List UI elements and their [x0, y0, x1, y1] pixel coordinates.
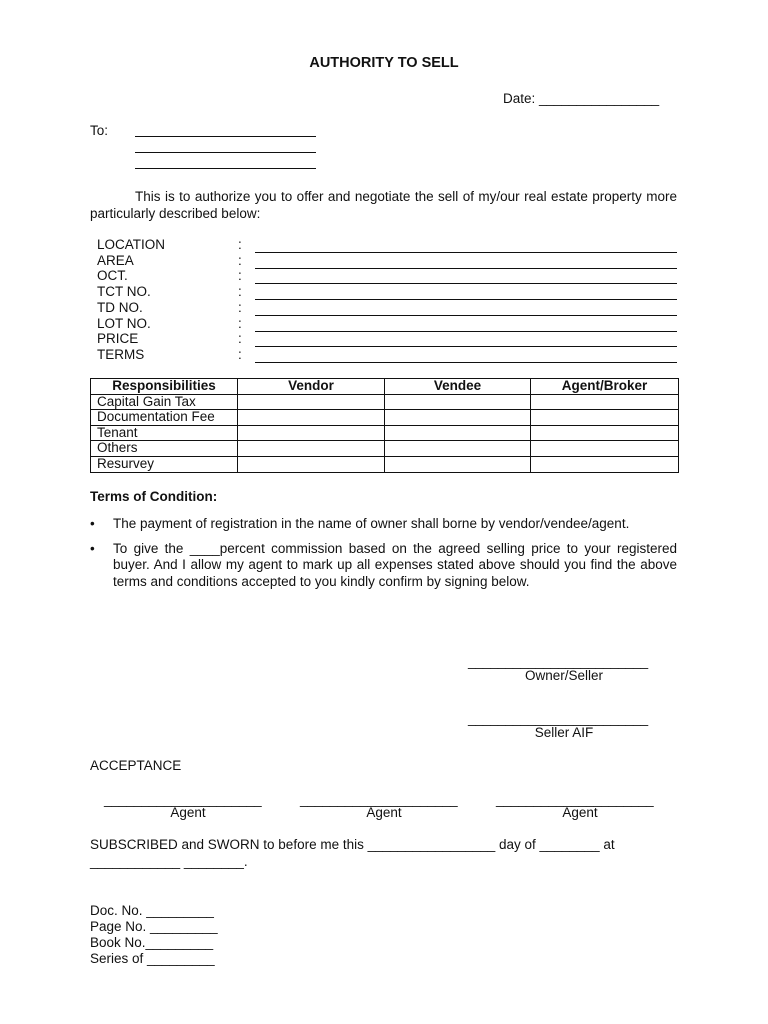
- agent-cell[interactable]: [531, 394, 679, 410]
- field-line-area[interactable]: [255, 268, 677, 269]
- series-of-field[interactable]: Series of _________: [90, 951, 215, 966]
- agent-cell[interactable]: [531, 425, 679, 441]
- to-line-3[interactable]: [135, 168, 316, 169]
- table-row: [91, 410, 679, 426]
- owner-signature-line[interactable]: ________________________: [468, 654, 649, 669]
- row-label: Tenant: [91, 425, 238, 441]
- bullet-icon: •: [90, 516, 95, 531]
- agent-cell[interactable]: [531, 441, 679, 457]
- vendee-cell[interactable]: [385, 410, 531, 426]
- field-colon: :: [238, 316, 242, 331]
- field-line-terms[interactable]: [255, 362, 677, 363]
- field-colon: :: [238, 284, 242, 299]
- field-line-td[interactable]: [255, 315, 677, 316]
- field-colon: :: [238, 300, 242, 315]
- vendee-cell[interactable]: [385, 425, 531, 441]
- field-line-lot[interactable]: [255, 331, 677, 332]
- field-colon: :: [238, 331, 242, 346]
- list-item: [90, 541, 677, 591]
- terms-list: [90, 516, 677, 598]
- field-label-terms: TERMS: [97, 347, 145, 362]
- field-label-oct: OCT.: [97, 268, 128, 283]
- row-label: Resurvey: [91, 456, 238, 472]
- table-row: [91, 456, 679, 472]
- agent-cell[interactable]: [531, 456, 679, 472]
- page-title: AUTHORITY TO SELL: [309, 55, 459, 71]
- row-label: Documentation Fee: [91, 410, 238, 426]
- col-header-agent-broker: Agent/Broker: [531, 379, 679, 395]
- table-header-row: [91, 379, 679, 395]
- agent-signature-line-3[interactable]: _____________________: [496, 792, 654, 807]
- bullet-icon: •: [90, 540, 95, 556]
- terms-heading: Terms of Condition:: [90, 489, 218, 504]
- term-text: The payment of registration in the name of owner shall borne by vendor/vendee/agent.: [113, 516, 630, 531]
- to-line-1[interactable]: [135, 136, 316, 137]
- field-label-td: TD NO.: [97, 300, 143, 315]
- agent-label-2: Agent: [366, 805, 402, 820]
- agent-label-1: Agent: [170, 805, 206, 820]
- vendor-cell[interactable]: [238, 456, 385, 472]
- vendee-cell[interactable]: [385, 441, 531, 457]
- field-line-tct[interactable]: [255, 299, 677, 300]
- col-header-vendor: Vendor: [238, 379, 385, 395]
- row-label: Others: [91, 441, 238, 457]
- acceptance-heading: ACCEPTANCE: [90, 758, 182, 773]
- vendor-cell[interactable]: [238, 441, 385, 457]
- aif-signature-line[interactable]: ________________________: [468, 711, 649, 726]
- agent-signature-line-1[interactable]: _____________________: [104, 792, 262, 807]
- field-line-price[interactable]: [255, 346, 677, 347]
- col-header-responsibilities: Responsibilities: [91, 379, 238, 395]
- agent-label-3: Agent: [562, 805, 598, 820]
- list-item: [90, 516, 677, 533]
- vendor-cell[interactable]: [238, 425, 385, 441]
- field-label-lot: LOT NO.: [97, 316, 151, 331]
- field-label-area: AREA: [97, 253, 134, 268]
- field-colon: :: [238, 347, 242, 362]
- field-colon: :: [238, 237, 242, 252]
- vendor-cell[interactable]: [238, 394, 385, 410]
- agent-signature-line-2[interactable]: _____________________: [300, 792, 458, 807]
- field-label-price: PRICE: [97, 331, 139, 346]
- page-no-field[interactable]: Page No. _________: [90, 919, 218, 934]
- term-text: To give the ____percent commission based on the agreed selling price to your registered buyer. And I allow my agent to mark up all expenses stated above should you find the above terms and conditions accepted to you kindly confirm by signing below.: [113, 540, 677, 589]
- col-header-vendee: Vendee: [385, 379, 531, 395]
- responsibilities-table: [90, 378, 679, 473]
- doc-no-field[interactable]: Doc. No. _________: [90, 903, 214, 918]
- table-row: [91, 394, 679, 410]
- field-colon: :: [238, 268, 242, 283]
- to-line-2[interactable]: [135, 152, 316, 153]
- owner-seller-label: Owner/Seller: [524, 668, 604, 683]
- to-label: To:: [90, 123, 109, 138]
- field-colon: :: [238, 253, 242, 268]
- field-line-oct[interactable]: [255, 283, 677, 284]
- field-line-location[interactable]: [255, 252, 677, 253]
- table-row: [91, 425, 679, 441]
- row-label: Capital Gain Tax: [91, 394, 238, 410]
- agent-cell[interactable]: [531, 410, 679, 426]
- sworn-statement-continued: ____________ ________.: [90, 854, 248, 869]
- date-field[interactable]: Date: ________________: [503, 91, 660, 106]
- field-label-location: LOCATION: [97, 237, 166, 252]
- book-no-field[interactable]: Book No._________: [90, 935, 214, 950]
- vendee-cell[interactable]: [385, 394, 531, 410]
- intro-paragraph: This is to authorize you to offer and negotiate the sell of my/our real estate property more particularly described below:: [90, 189, 677, 221]
- seller-aif-label: Seller AIF: [534, 725, 594, 740]
- table-row: [91, 441, 679, 457]
- field-label-tct: TCT NO.: [97, 284, 151, 299]
- vendor-cell[interactable]: [238, 410, 385, 426]
- sworn-statement: SUBSCRIBED and SWORN to before me this _________________ day of ________ at: [90, 837, 615, 852]
- vendee-cell[interactable]: [385, 456, 531, 472]
